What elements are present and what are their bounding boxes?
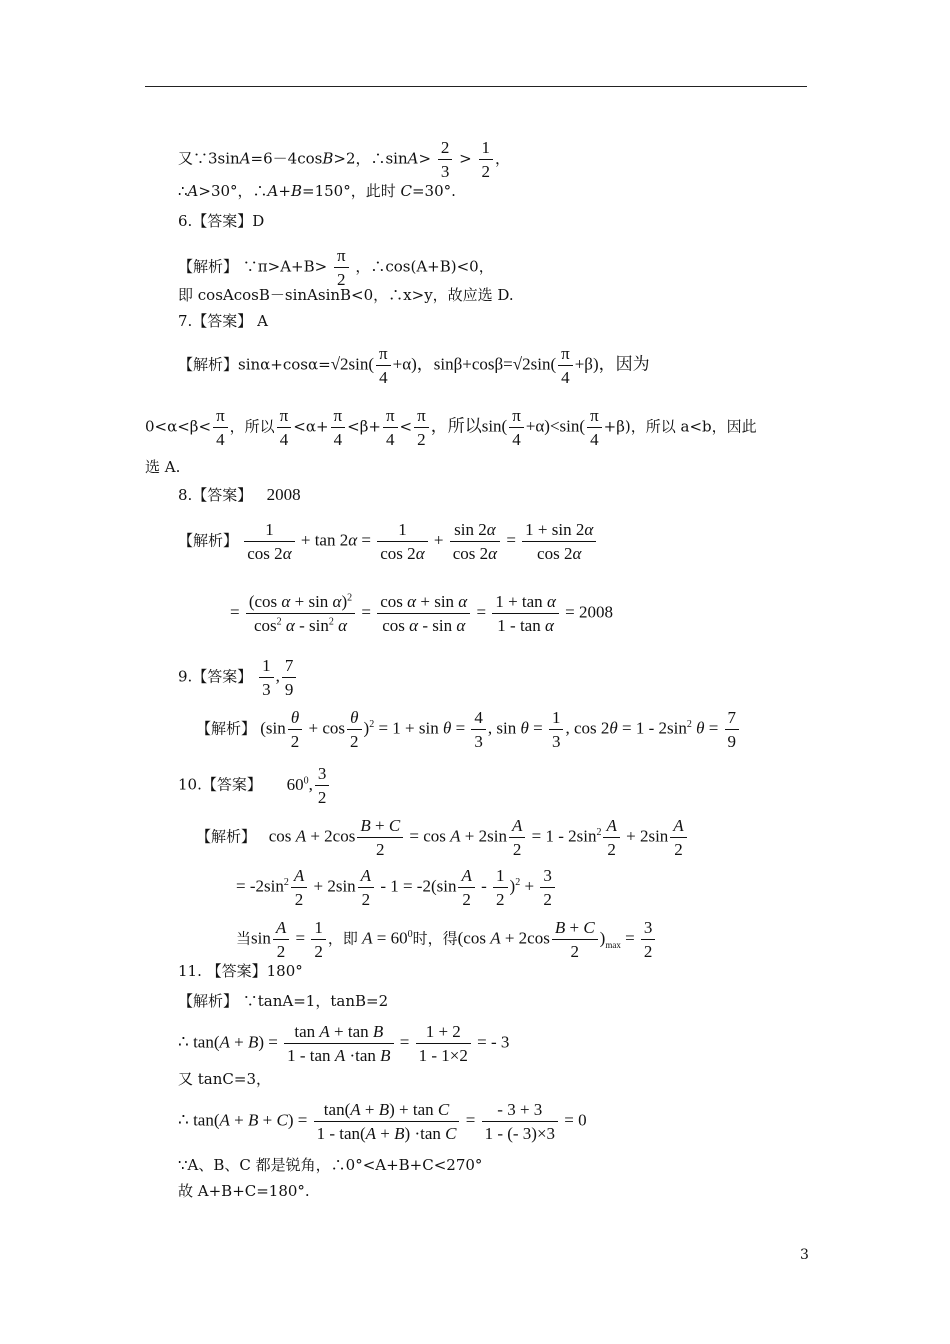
numerator: A — [358, 866, 374, 888]
denominator: 4 — [590, 430, 599, 449]
denominator: 2 — [481, 162, 490, 181]
fraction — [509, 816, 525, 859]
numerator: B + C — [357, 816, 403, 838]
explanation-10-line-2: = $-2\sin^2$ $\frac{A}{2}$ + 2sin $\frac{A}{2}$ - 1 = -2(sin $\frac{A}{2}$ - $\frac{1}{2}$ )$^2$ + $\frac{3}{2}$ — [236, 866, 557, 909]
denominator: 4 — [333, 430, 343, 449]
denominator: 2 — [607, 840, 616, 859]
answer-6: 6.【答案】D — [178, 212, 265, 230]
explanation-8-line-2: = $\frac{(\cos \alpha + \sin \alpha)^2}{\cos^2 \alpha - \sin^2 \alpha}$ = $\frac{\text{cos α + sin α}}{\text{cos α - sin α}}$ = $\frac{\text{1 + tan α}}{\text{1 - tan α}}$ = 2008 — [230, 592, 613, 635]
denominator: 4 — [512, 430, 521, 449]
fraction — [347, 708, 362, 751]
fraction — [213, 406, 228, 449]
fraction — [471, 708, 486, 751]
text: =150°，此时 — [302, 182, 401, 200]
numerator: cos α + sin α — [377, 592, 470, 614]
fraction — [416, 1022, 471, 1065]
explanation-7 — [178, 344, 650, 387]
fraction — [540, 866, 555, 909]
fraction — [450, 520, 500, 563]
numerator: 3 — [641, 918, 656, 940]
fraction — [641, 918, 656, 961]
numerator: (cos α + sin α)$^2$ — [246, 592, 355, 614]
numerator: π — [383, 406, 398, 428]
text: 【解析】 — [178, 533, 239, 550]
fraction — [314, 1100, 460, 1143]
fraction — [438, 138, 453, 181]
explanation-7-line-2 — [145, 406, 757, 449]
numerator: 1 — [377, 520, 427, 542]
numerator: π — [277, 406, 292, 428]
text: 【解析】 — [196, 829, 257, 846]
numerator: A — [509, 816, 525, 838]
text: A — [187, 182, 199, 200]
fraction — [603, 816, 619, 859]
answer-11: 11. 【答案】180° — [178, 962, 303, 980]
numerator: π — [558, 344, 573, 366]
numerator: 1 + sin 2α — [522, 520, 596, 542]
denominator: 9 — [284, 680, 294, 699]
numerator: 7 — [725, 708, 740, 730]
explanation-11-line-2: ∴ tan(A + B) = $\frac{\text{tan A + tan B}}{\text{1 - tan A ·tan B}}$ = $\frac{1 + 2}{1 - 1\times 2}$ = - 3 — [178, 1022, 510, 1065]
text: >2，∴sin — [333, 149, 408, 168]
text: 时，得 — [412, 931, 458, 948]
fraction — [246, 592, 355, 635]
explanation-6-line-2: 即 cosAcosB－sinAsinB<0，∴x>y，故应选 D. — [178, 286, 514, 304]
fraction — [670, 816, 686, 859]
denominator: 3 — [551, 732, 561, 751]
text: B — [290, 182, 302, 200]
text: =30°. — [411, 182, 456, 200]
result: 2008 — [578, 602, 613, 622]
text: 【解析】 ∵π>A+B> — [178, 257, 328, 276]
denominator: cos α - sin α — [382, 616, 466, 635]
text: A — [407, 149, 419, 168]
text: B — [322, 149, 334, 168]
sqrt-2: √2 — [512, 354, 531, 374]
numerator: θ — [288, 708, 303, 730]
numerator: 3 — [315, 764, 330, 786]
numerator: 1 — [244, 520, 294, 542]
text: sin( — [530, 354, 557, 374]
text: C — [400, 182, 412, 200]
fraction — [315, 764, 330, 807]
numerator: A — [273, 918, 289, 940]
numerator: 1 — [549, 708, 564, 730]
header-rule — [145, 86, 807, 87]
fraction — [414, 406, 429, 449]
text: <β+ — [347, 417, 381, 436]
fraction — [509, 406, 524, 449]
denominator: 1 - (- 3)×3 — [484, 1124, 556, 1143]
denominator: 1 - tan α — [497, 616, 554, 635]
numerator: 3 — [540, 866, 555, 888]
text: ，∴cos(A+B)<0， — [355, 257, 494, 276]
denominator: 4 — [379, 368, 388, 387]
fraction — [311, 918, 326, 961]
text: +β)，因为 — [574, 354, 650, 374]
fraction — [244, 520, 294, 563]
fraction — [282, 656, 297, 699]
text: ，即 — [327, 931, 358, 948]
answer-9: 9.【答案】 $\frac{1}{3}$ , $\frac{7}{9}$ — [178, 656, 298, 699]
fraction — [493, 866, 508, 909]
fraction — [522, 520, 596, 563]
numerator: 1 — [493, 866, 508, 888]
denominator: 3 — [440, 162, 450, 181]
answer-value: 2008 — [266, 485, 301, 504]
line-2 — [178, 182, 456, 200]
text: >30°，∴ — [198, 182, 268, 200]
denominator: 1 - tan A ·tan B — [287, 1046, 391, 1065]
fraction — [482, 1100, 558, 1143]
denominator: 2 — [276, 942, 286, 961]
denominator: 2 — [462, 890, 471, 909]
denominator: 4 — [386, 430, 395, 449]
fraction — [277, 406, 292, 449]
denominator: 2 — [314, 942, 323, 961]
fraction — [358, 866, 374, 909]
explanation-10: 【解析】 cos A + 2cos $\frac{B + C}{2}$ = cos A + 2sin $\frac{A}{2}$ = $1 - 2\sin^2$ $\frac{A}{2}$ + 2sin $\frac{A}{2}$ — [196, 816, 689, 859]
text: =6－4cos — [250, 149, 323, 168]
text: + — [278, 182, 291, 200]
numerator: A — [603, 816, 619, 838]
fraction — [284, 1022, 393, 1065]
explanation-9: 【解析】 (sin $\frac{\theta}{2}$ + cos $\frac{\theta}{2}$ )$^2$ = 1 + sin θ = $\frac{4}{3}$ , sin θ = $\frac{1}{3}$ , $\cos 2\theta = 1 - 2\sin^2$ θ = $\frac{7}{9}$ — [196, 708, 741, 751]
fraction — [291, 866, 307, 909]
explanation-11-line-3: 又 tanC=3， — [178, 1070, 271, 1088]
numerator: B + C — [552, 918, 598, 940]
numerator: 2 — [438, 138, 453, 160]
denominator: 1 - 1×2 — [418, 1046, 468, 1065]
text: 【解析】 — [196, 721, 257, 738]
numerator: 1 — [311, 918, 326, 940]
text: A — [267, 182, 279, 200]
denominator: 2 — [512, 840, 522, 859]
denominator: 2 — [643, 942, 653, 961]
denominator: 2 — [317, 788, 327, 807]
explanation-6 — [178, 246, 494, 289]
answer-7: 7.【答案】 A — [178, 312, 268, 330]
text: +β)，所以 a<b，因此 — [603, 417, 757, 436]
denominator: 2 — [570, 942, 579, 961]
text: +α)<sin( — [525, 416, 586, 436]
text: 8.【答案】 — [178, 486, 253, 504]
text: < — [399, 417, 413, 436]
fraction — [331, 406, 346, 449]
denominator: 2 — [417, 430, 426, 449]
denominator: 1 - tan(A + B) ·tan C — [316, 1124, 457, 1143]
fraction — [334, 246, 349, 289]
text: +α)，sinβ+cosβ= — [392, 354, 513, 374]
denominator: 2 — [294, 890, 304, 909]
fraction — [492, 592, 559, 635]
denominator: 2 — [337, 270, 346, 289]
denominator: 9 — [727, 732, 737, 751]
denominator: 2 — [674, 840, 683, 859]
text: 10.【答案】 — [178, 775, 262, 794]
text: A — [239, 149, 251, 168]
explanation-11-line-5: ∵A、B、C 都是锐角，∴0°<A+B+C<270° — [178, 1156, 483, 1174]
explanation-11-line-4: ∴ tan(A + B + C) = $\frac{\text{tan(A + B) + tan C}}{\text{1 - tan(A + B) ·tan C}}$ = $\frac{- 3 + 3}{1 - (- 3)\times 3}$ = 0 — [178, 1100, 587, 1143]
numerator: π — [331, 406, 346, 428]
fraction — [376, 344, 391, 387]
fraction — [587, 406, 602, 449]
numerator: π — [587, 406, 602, 428]
fraction — [479, 138, 494, 181]
text: 9.【答案】 — [178, 667, 253, 686]
answer-8 — [178, 486, 301, 504]
fraction — [357, 816, 403, 859]
fraction — [383, 406, 398, 449]
fraction — [259, 656, 274, 699]
denominator: cos 2α — [537, 544, 582, 563]
explanation-10-line-3: 当sin $\frac{A}{2}$ = $\frac{1}{2}$ ，即 $A = 60^0$时，得(cos A + 2cos $\frac{B + C}{2}$ )$_{max}$ = $\frac{3}{2}$ — [236, 918, 657, 961]
denominator: $\cos^2 \alpha - \sin^2 \alpha$ — [253, 616, 348, 635]
numerator: π — [376, 344, 391, 366]
numerator: θ — [347, 708, 362, 730]
text: > — [418, 149, 432, 168]
explanation-7-line-3: 选 A. — [145, 458, 181, 476]
denominator: 4 — [561, 368, 570, 387]
denominator: 2 — [496, 890, 505, 909]
numerator: 1 + tan α — [492, 592, 559, 614]
denominator: cos 2α — [452, 544, 498, 563]
numerator: A — [291, 866, 307, 888]
fraction — [552, 918, 598, 961]
numerator: 1 — [479, 138, 494, 160]
explanation-11-line-6: 故 A+B+C=180°. — [178, 1182, 310, 1200]
numerator: 1 — [259, 656, 274, 678]
numerator: 7 — [282, 656, 297, 678]
numerator: π — [509, 406, 524, 428]
text: <α+ — [293, 417, 329, 436]
text: > — [459, 149, 472, 168]
answer-10: 10.【答案】 $60^0$, $\frac{3}{2}$ — [178, 764, 331, 807]
denominator: 2 — [350, 732, 359, 751]
numerator: 1 + 2 — [416, 1022, 471, 1044]
fraction — [288, 708, 303, 751]
page-number: 3 — [800, 1247, 809, 1263]
numerator: sin 2α — [450, 520, 500, 542]
text: sin( — [348, 354, 375, 374]
numerator: tan A + tan B — [284, 1022, 393, 1044]
numerator: A — [670, 816, 686, 838]
line-1 — [178, 138, 510, 181]
fraction — [725, 708, 740, 751]
numerator: - 3 + 3 — [482, 1100, 558, 1122]
sqrt-2: √2 — [330, 354, 349, 374]
fraction — [458, 866, 474, 909]
numerator: π — [414, 406, 429, 428]
denominator: 3 — [262, 680, 271, 699]
fraction — [377, 592, 470, 635]
fraction — [273, 918, 289, 961]
denominator: 2 — [290, 732, 300, 751]
fraction — [558, 344, 573, 387]
text: ， — [495, 149, 511, 168]
denominator: 2 — [361, 890, 371, 909]
explanation-8: 【解析】 $\frac{1}{\cos 2\alpha}$ + tan 2α = $\frac{1}{\cos 2\alpha}$ + $\frac{\sin 2\alpha}{\cos 2\alpha}$ = $\frac{1 + \sin 2\alpha}{\cos 2\alpha}$ — [178, 520, 598, 563]
denominator: 4 — [216, 430, 225, 449]
denominator: 2 — [543, 890, 552, 909]
denominator: cos 2α — [247, 544, 292, 563]
denominator: cos 2α — [380, 544, 425, 563]
numerator: tan(A + B) + tan C — [314, 1100, 460, 1122]
numerator: A — [458, 866, 474, 888]
denominator: 4 — [279, 430, 289, 449]
text: 又∵3sin — [178, 149, 240, 168]
text: 当 — [236, 931, 252, 948]
numerator: 4 — [471, 708, 486, 730]
fraction — [549, 708, 564, 751]
text: 【解析】sinα+cosα= — [178, 355, 331, 374]
text: ，所以sin( — [430, 416, 508, 436]
denominator: 2 — [375, 840, 385, 859]
text: 0<α<β< — [145, 417, 212, 436]
numerator: π — [334, 246, 349, 268]
explanation-11: 【解析】 ∵tanA=1，tanB=2 — [178, 992, 389, 1010]
text: ∴ — [178, 182, 188, 200]
numerator: π — [213, 406, 228, 428]
text: ，所以 — [229, 417, 275, 436]
fraction — [377, 520, 427, 563]
denominator: 3 — [474, 732, 483, 751]
